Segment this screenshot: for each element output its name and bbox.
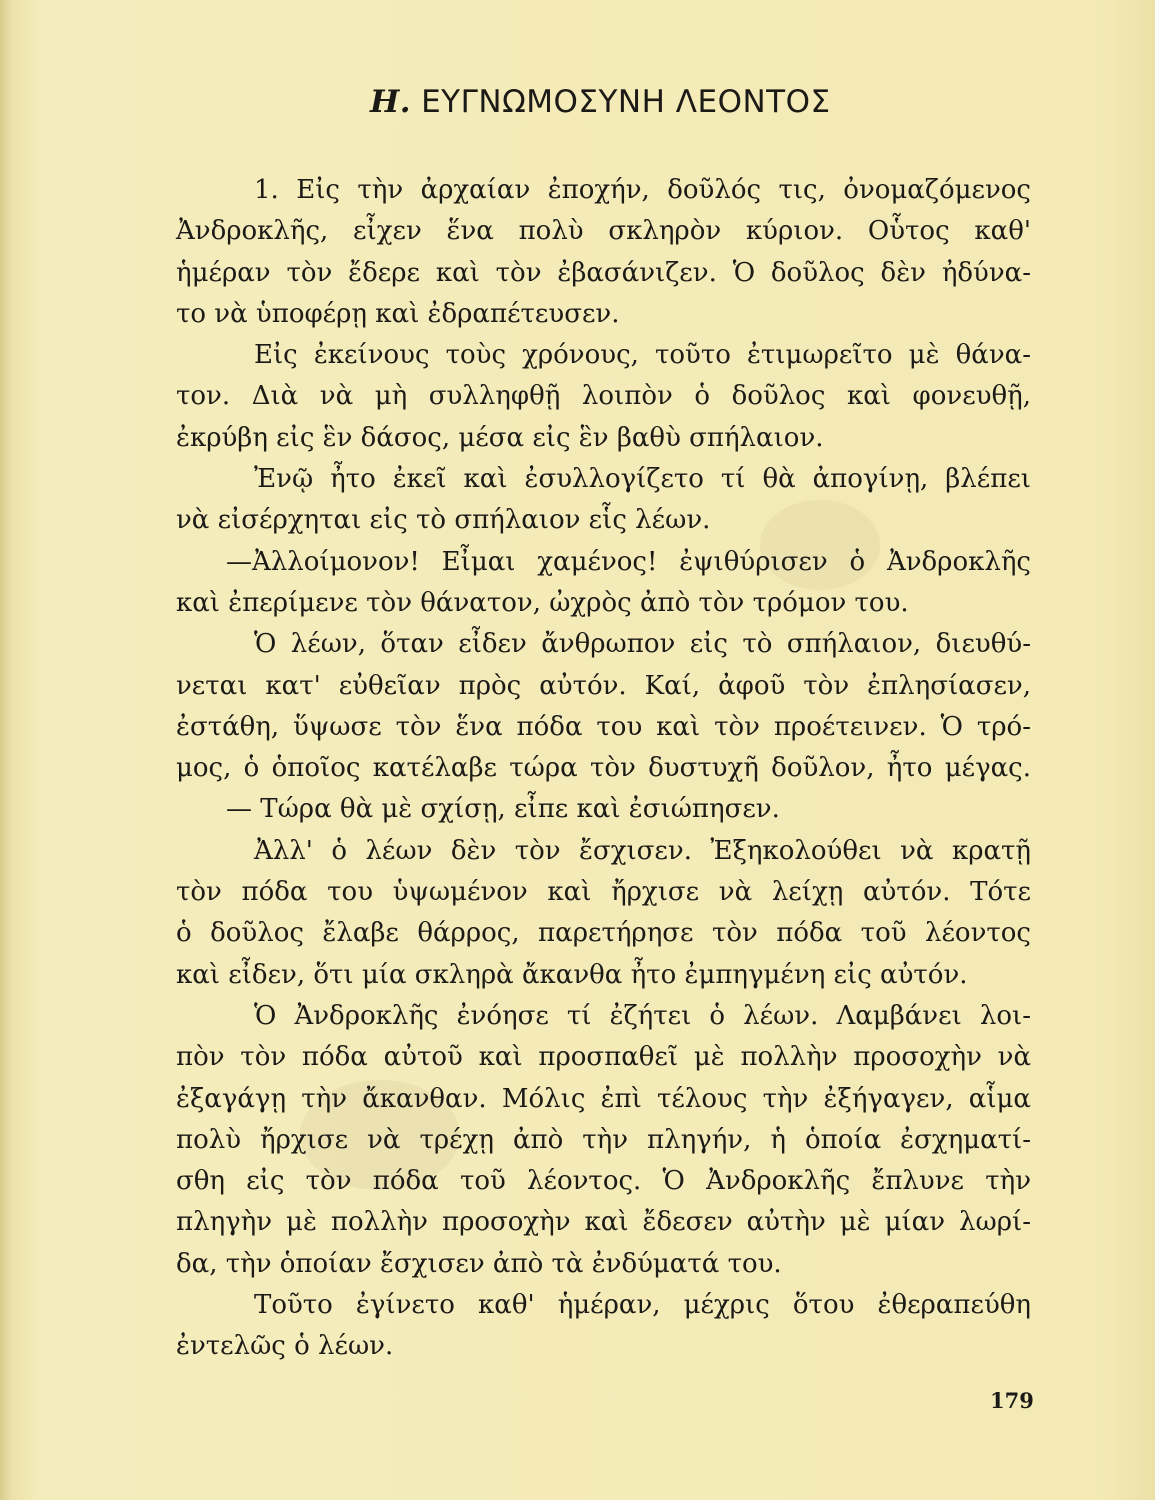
text-line: Ὁ λέων, ὅταν εἶδεν ἄνθρωπον εἰς τὸ σπήλαιον, διευθύ- <box>254 629 1031 660</box>
text-line: πολὺ ἤρχισε νὰ τρέχῃ ἀπὸ τὴν πληγήν, ἡ ὁποία ἐσχηματί- <box>176 1124 1031 1155</box>
text-line: Ἀνδροκλῆς, εἶχεν ἕνα πολὺ σκληρὸν κύριον. Οὗτος καθ' <box>176 216 1031 247</box>
text-line: το νὰ ὑποφέρῃ καὶ ἐδραπέτευσεν. <box>176 298 620 329</box>
story-text <box>176 170 1031 1368</box>
text-line: ἡμέραν τὸν ἔδερε καὶ τὸν ἐβασάνιζεν. Ὁ δοῦλος δὲν ἠδύνα- <box>176 257 1031 288</box>
text-line: τὸν πόδα του ὑψωμένον καὶ ἤρχισε νὰ λείχῃ αὐτόν. Τότε <box>176 877 1031 908</box>
text-line: Ἀλλ' ὁ λέων δὲν τὸν ἔσχισεν. Ἐξηκολούθει νὰ κρατῇ <box>254 835 1031 866</box>
text-line: 1. Εἰς τὴν ἀρχαίαν ἐποχήν, δοῦλός τις, ὀνομαζόμενος <box>254 175 1031 205</box>
text-line: τον. Διὰ νὰ μὴ συλληφθῇ λοιπὸν ὁ δοῦλος καὶ φονευθῇ, <box>176 381 1031 412</box>
text-line: πὸν τὸν πόδα αὐτοῦ καὶ προσπαθεῖ μὲ πολλὴν προσοχὴν νὰ <box>176 1042 1031 1073</box>
page-number: 179 <box>990 1388 1034 1413</box>
text-line: Ὁ Ἀνδροκλῆς ἐνόησε τί ἐζήτει ὁ λέων. Λαμβάνει λοι- <box>254 1000 1031 1031</box>
text-line: σθη εἰς τὸν πόδα τοῦ λέοντος. Ὁ Ἀνδροκλῆς ἔπλυνε τὴν <box>176 1166 1031 1197</box>
text-line: δα, τὴν ὁποίαν ἔσχισεν ἀπὸ τὰ ἐνδύματά του. <box>176 1248 782 1279</box>
text-line: νεται κατ' εὐθεῖαν πρὸς αὐτόν. Καί, ἀφοῦ τὸν ἐπλησίασεν, <box>176 670 1031 701</box>
chapter-title: ΕΥΓΝΩΜΟΣΥΝΗ ΛΕΟΝΤΟΣ <box>421 84 831 120</box>
text-line: —Ἀλλοίμονον! Εἶμαι χαμένος! ἐψιθύρισεν ὁ Ἀνδροκλῆς <box>226 546 1031 577</box>
chapter-number: Η. <box>370 84 412 120</box>
page-spine-edge <box>0 0 14 1500</box>
text-line: πληγὴν μὲ πολλὴν προσοχὴν καὶ ἔδεσεν αὐτὴν μὲ μίαν λωρί- <box>176 1207 1031 1238</box>
text-line: ἐκρύβη εἰς ἓν δάσος, μέσα εἰς ἓν βαθὺ σπήλαιον. <box>176 422 824 453</box>
text-line: Εἰς ἐκείνους τοὺς χρόνους, τοῦτο ἐτιμωρεῖτο μὲ θάνα- <box>254 340 1031 371</box>
text-line: ὁ δοῦλος ἔλαβε θάρρος, παρετήρησε τὸν πόδα τοῦ λέοντος <box>176 918 1031 949</box>
text-line: Τοῦτο ἐγίνετο καθ' ἡμέραν, μέχρις ὅτου ἐθεραπεύθη <box>254 1290 1031 1321</box>
text-line: μος, ὁ ὁποῖος κατέλαβε τώρα τὸν δυστυχῆ δοῦλον, ἦτο μέγας. <box>176 753 1031 784</box>
text-line: ἐντελῶς ὁ λέων. <box>176 1331 394 1362</box>
text-line: καὶ ἐπερίμενε τὸν θάνατον, ὠχρὸς ἀπὸ τὸν τρόμον του. <box>176 587 909 618</box>
text-line: καὶ εἶδεν, ὅτι μία σκληρὰ ἄκανθα ἦτο ἐμπηγμένη εἰς αὐτόν. <box>176 959 968 990</box>
text-line: νὰ εἰσέρχηται εἰς τὸ σπήλαιον εἷς λέων. <box>176 505 711 536</box>
text-line: — Τώρα θὰ μὲ σχίσῃ, εἶπε καὶ ἐσιώπησεν. <box>226 794 780 825</box>
chapter-heading <box>370 84 830 120</box>
text-line: Ἐνῷ ἦτο ἐκεῖ καὶ ἐσυλλογίζετο τί θὰ ἀπογίνῃ, βλέπει <box>254 464 1031 495</box>
text-line: ἐξαγάγῃ τὴν ἄκανθαν. Μόλις ἐπὶ τέλους τὴν ἐξήγαγεν, αἷμα <box>176 1083 1031 1114</box>
text-line: ἐστάθη, ὕψωσε τὸν ἕνα πόδα του καὶ τὸν προέτεινεν. Ὁ τρό- <box>176 711 1031 742</box>
